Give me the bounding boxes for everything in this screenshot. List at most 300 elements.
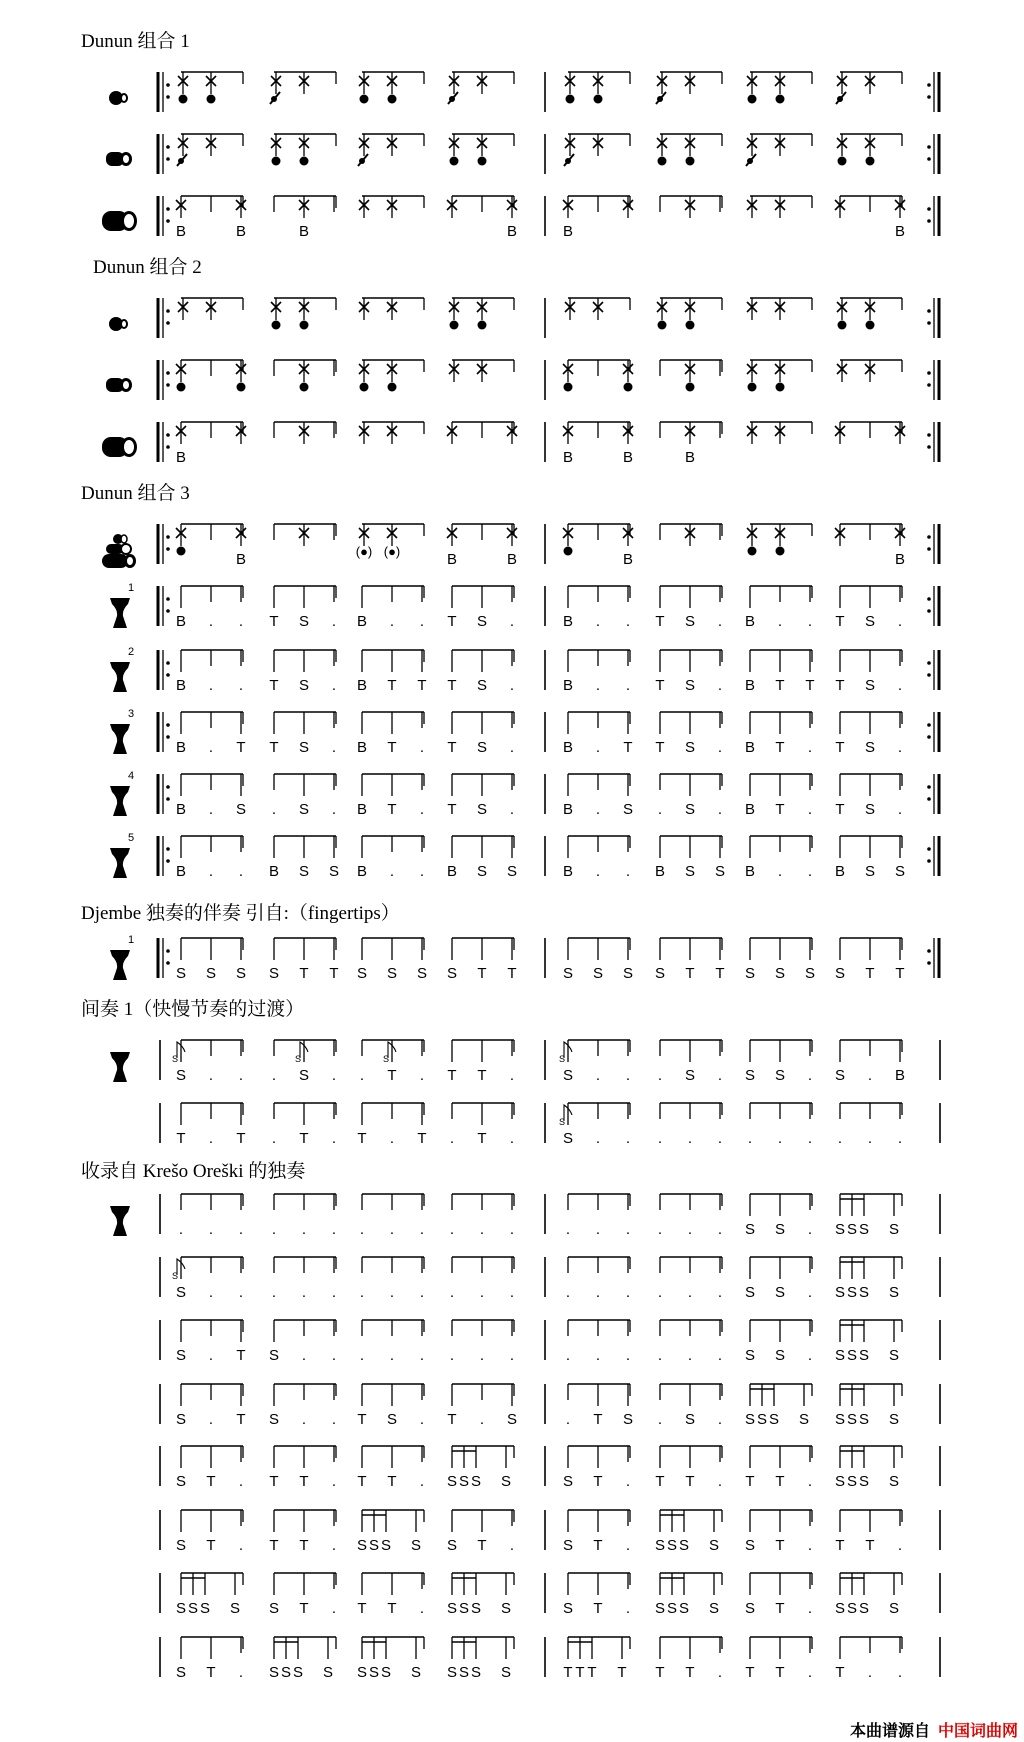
beat-group: [655, 650, 722, 694]
svg-text:.: .: [331, 1067, 337, 1084]
svg-text:T: T: [775, 1537, 785, 1554]
svg-text:T: T: [895, 965, 905, 982]
notation-row: [0, 1253, 1024, 1311]
svg-text:S: S: [834, 1067, 846, 1084]
beat-group: [747, 524, 812, 556]
section-title: Dunun 组合 1: [81, 31, 190, 52]
beat-group: [449, 360, 514, 382]
svg-text:.: .: [359, 1284, 365, 1301]
svg-text:B: B: [175, 677, 187, 694]
svg-text:T: T: [299, 1537, 309, 1554]
svg-text:S: S: [846, 1221, 858, 1238]
svg-text:S: S: [368, 1664, 380, 1681]
beat-group: [747, 298, 812, 320]
beat-group: [559, 1040, 630, 1084]
svg-text:T: T: [417, 1130, 427, 1147]
beat-group: [360, 1040, 424, 1084]
svg-text:S: S: [470, 1664, 482, 1681]
beat-group: [660, 524, 722, 546]
svg-text:S: S: [834, 1473, 846, 1490]
svg-text:T: T: [447, 1067, 457, 1084]
svg-text:S: S: [744, 1067, 756, 1084]
notation-row: [0, 1316, 1024, 1374]
beat-group: [563, 650, 630, 694]
notation-row: [0, 520, 1024, 578]
end-repeat-sign: [927, 938, 939, 978]
svg-text:S: S: [654, 1600, 666, 1617]
start-repeat-sign: [158, 650, 170, 690]
svg-text:S: S: [476, 677, 488, 694]
svg-text:T: T: [775, 1600, 785, 1617]
svg-text:T: T: [447, 801, 457, 818]
beat-group: [447, 1446, 514, 1490]
svg-text:.: .: [509, 1221, 515, 1238]
svg-text:.: .: [419, 1221, 425, 1238]
beat-group: [176, 1103, 245, 1147]
svg-text:S: S: [774, 1347, 786, 1364]
beat-group: [357, 836, 424, 880]
svg-text:S: S: [846, 1600, 858, 1617]
beat-group: [655, 1446, 722, 1490]
svg-text:S: S: [410, 1537, 422, 1554]
beat-group: [269, 1384, 336, 1428]
svg-text:T: T: [835, 801, 845, 818]
svg-text:.: .: [625, 1221, 631, 1238]
svg-text:.: .: [717, 1284, 723, 1301]
svg-text:.: .: [897, 1664, 903, 1681]
svg-text:T: T: [835, 613, 845, 630]
svg-text:S: S: [171, 1271, 179, 1281]
svg-text:.: .: [389, 613, 395, 630]
beat-group: [176, 1573, 243, 1617]
svg-text:S: S: [382, 1054, 390, 1064]
beat-group: [566, 1257, 630, 1301]
svg-text:T: T: [269, 1473, 279, 1490]
svg-text:.: .: [509, 677, 515, 694]
svg-text:.: .: [479, 1347, 485, 1364]
svg-text:S: S: [858, 1473, 870, 1490]
svg-text:S: S: [446, 1473, 458, 1490]
svg-text:T: T: [206, 1664, 216, 1681]
svg-text:T: T: [387, 1600, 397, 1617]
beat-group: [745, 1320, 812, 1364]
svg-text:.: .: [867, 1067, 873, 1084]
svg-text:B: B: [684, 449, 696, 466]
svg-text:B: B: [562, 739, 574, 756]
beat-group: [176, 836, 243, 880]
svg-text:S: S: [864, 613, 876, 630]
beat-group: [274, 360, 336, 392]
svg-text:T: T: [655, 1664, 665, 1681]
beat-group: [357, 1573, 424, 1617]
notation-row: [0, 1190, 1024, 1248]
beat-group: [176, 712, 246, 756]
svg-text:T: T: [357, 1600, 367, 1617]
svg-text:S: S: [592, 965, 604, 982]
svg-text:.: .: [625, 1473, 631, 1490]
svg-text:.: .: [238, 613, 244, 630]
beat-group: [269, 938, 339, 982]
svg-text:.: .: [657, 801, 663, 818]
svg-text:B: B: [744, 863, 756, 880]
svg-text:.: .: [717, 1664, 723, 1681]
beat-group: [176, 774, 246, 818]
svg-text:S: S: [622, 801, 634, 818]
svg-text:.: .: [238, 1664, 244, 1681]
svg-text:S: S: [678, 1600, 690, 1617]
svg-text:S: S: [187, 1600, 199, 1617]
beat-group: [657, 298, 722, 330]
notation-row: [0, 1036, 1024, 1094]
svg-text:.: .: [897, 739, 903, 756]
svg-text:.: .: [625, 677, 631, 694]
variation-number: 3: [128, 708, 135, 720]
svg-text:S: S: [558, 1054, 566, 1064]
beat-group: [745, 1194, 812, 1238]
svg-text:S: S: [858, 1411, 870, 1428]
svg-text:.: .: [331, 677, 337, 694]
beat-group: [448, 72, 514, 104]
svg-text:S: S: [368, 1537, 380, 1554]
beat-group: [269, 650, 336, 694]
section-title: Dunun 组合 2: [93, 257, 202, 278]
beat-group: [835, 836, 905, 880]
svg-text:B: B: [562, 801, 574, 818]
svg-text:.: .: [449, 1347, 455, 1364]
svg-text:S: S: [708, 1537, 720, 1554]
beat-group: [447, 422, 517, 444]
beat-group: [176, 196, 246, 240]
beat-group: [357, 712, 424, 756]
end-repeat-sign: [927, 196, 939, 236]
svg-text:.: .: [208, 1411, 214, 1428]
svg-text:S: S: [834, 965, 846, 982]
beat-group: [176, 938, 246, 982]
svg-text:.: .: [625, 1537, 631, 1554]
beat-group: [272, 774, 336, 818]
svg-text:.: .: [747, 1130, 753, 1147]
beat-group: [745, 836, 812, 880]
notation-row: [0, 708, 1024, 766]
svg-text:S: S: [558, 1117, 566, 1127]
svg-text:.: .: [807, 801, 813, 818]
svg-text:.: .: [419, 1347, 425, 1364]
beat-group: [357, 1510, 424, 1554]
svg-text:S: S: [894, 863, 906, 880]
variation-number: 5: [128, 832, 135, 844]
beat-group: [835, 1384, 902, 1428]
beat-group: [835, 196, 905, 240]
svg-text:.: .: [807, 739, 813, 756]
svg-text:T: T: [417, 677, 427, 694]
beat-group: [563, 422, 633, 466]
svg-text:.: .: [565, 1347, 571, 1364]
beat-group: [447, 712, 514, 756]
svg-text:S: S: [864, 677, 876, 694]
svg-text:T: T: [299, 1130, 309, 1147]
svg-text:.: .: [301, 1411, 307, 1428]
svg-text:S: S: [268, 1664, 280, 1681]
svg-text:S: S: [410, 1664, 422, 1681]
svg-text:.: .: [509, 1284, 515, 1301]
svg-text:T: T: [477, 1067, 487, 1084]
beat-group: [660, 196, 722, 218]
svg-text:S: S: [235, 965, 247, 982]
beat-group: [655, 1510, 722, 1554]
svg-text:S: S: [744, 1347, 756, 1364]
svg-text:T: T: [805, 677, 815, 694]
end-repeat-sign: [927, 774, 939, 814]
svg-text:.: .: [807, 1067, 813, 1084]
svg-text:S: S: [684, 739, 696, 756]
svg-text:S: S: [562, 965, 574, 982]
svg-text:.: .: [208, 1130, 214, 1147]
svg-text:.: .: [807, 1221, 813, 1238]
svg-text:S: S: [744, 1537, 756, 1554]
svg-text:S: S: [562, 1130, 574, 1147]
beat-group: [835, 712, 902, 756]
svg-text:.: .: [359, 1221, 365, 1238]
svg-text:.: .: [777, 613, 783, 630]
svg-text:.: .: [238, 1537, 244, 1554]
svg-text:S: S: [175, 1664, 187, 1681]
svg-text:S: S: [416, 965, 428, 982]
svg-text:B: B: [894, 551, 906, 568]
beat-group: [837, 298, 902, 330]
beat-group: [745, 1446, 812, 1490]
svg-text:S: S: [476, 801, 488, 818]
svg-text:.: .: [301, 1284, 307, 1301]
beat-group: [272, 1257, 336, 1301]
beat-group: [745, 650, 815, 694]
beat-group: [358, 134, 424, 166]
svg-text:T: T: [206, 1473, 216, 1490]
svg-text:.: .: [389, 1221, 395, 1238]
svg-text:T: T: [685, 1664, 695, 1681]
svg-text:(●): (●): [383, 544, 401, 559]
beat-group: [357, 1637, 424, 1681]
svg-text:.: .: [777, 1130, 783, 1147]
svg-text:B: B: [356, 739, 368, 756]
svg-text:.: .: [897, 1130, 903, 1147]
svg-text:T: T: [835, 739, 845, 756]
svg-text:.: .: [897, 613, 903, 630]
beat-group: [838, 1103, 902, 1147]
beat-group: [658, 1384, 722, 1428]
svg-text:T: T: [617, 1664, 627, 1681]
svg-text:S: S: [292, 1664, 304, 1681]
svg-text:T: T: [575, 1664, 585, 1681]
svg-text:T: T: [655, 739, 665, 756]
end-repeat-sign: [927, 134, 939, 174]
beat-group: [178, 298, 243, 320]
svg-text:.: .: [687, 1221, 693, 1238]
svg-text:.: .: [687, 1347, 693, 1364]
beat-group: [563, 360, 633, 392]
beat-group: [360, 1257, 424, 1301]
end-repeat-sign: [927, 836, 939, 876]
svg-text:S: S: [356, 1537, 368, 1554]
beat-group: [176, 524, 246, 568]
svg-text:S: S: [386, 1411, 398, 1428]
svg-text:.: .: [449, 1130, 455, 1147]
beat-group: [271, 298, 336, 330]
svg-text:S: S: [562, 1067, 574, 1084]
svg-text:T: T: [865, 1537, 875, 1554]
beat-group: [563, 836, 630, 880]
beat-group: [449, 298, 514, 330]
svg-text:T: T: [835, 1664, 845, 1681]
start-repeat-sign: [158, 836, 170, 876]
svg-text:B: B: [654, 863, 666, 880]
svg-text:S: S: [476, 863, 488, 880]
beat-group: [745, 1573, 812, 1617]
beat-group: [176, 422, 246, 466]
svg-text:.: .: [479, 1284, 485, 1301]
svg-text:T: T: [593, 1411, 603, 1428]
notation-row: [0, 1506, 1024, 1564]
beat-group: [563, 1573, 630, 1617]
svg-text:S: S: [500, 1664, 512, 1681]
svg-text:.: .: [238, 677, 244, 694]
svg-text:S: S: [446, 1600, 458, 1617]
beat-group: [272, 1103, 336, 1147]
svg-text:S: S: [888, 1284, 900, 1301]
svg-text:S: S: [678, 1537, 690, 1554]
svg-text:T: T: [387, 739, 397, 756]
start-repeat-sign: [158, 586, 170, 626]
svg-text:.: .: [301, 1221, 307, 1238]
svg-text:S: S: [500, 1600, 512, 1617]
svg-text:.: .: [807, 1130, 813, 1147]
svg-text:T: T: [685, 965, 695, 982]
svg-text:T: T: [655, 1473, 665, 1490]
beat-group: [359, 196, 424, 218]
beat-group: [176, 650, 243, 694]
svg-text:T: T: [357, 1130, 367, 1147]
variation-number: 1: [128, 934, 135, 946]
svg-text:S: S: [298, 739, 310, 756]
svg-text:.: .: [509, 739, 515, 756]
svg-text:.: .: [687, 1284, 693, 1301]
beat-group: [269, 1637, 336, 1681]
beat-group: [357, 1384, 424, 1428]
svg-text:.: .: [595, 863, 601, 880]
svg-text:S: S: [562, 1537, 574, 1554]
notation-row: [0, 1099, 1024, 1157]
svg-text:.: .: [331, 801, 337, 818]
beat-group: [563, 196, 633, 240]
svg-text:S: S: [562, 1600, 574, 1617]
beat-group: [746, 134, 812, 166]
svg-text:T: T: [269, 739, 279, 756]
beat-group: [745, 774, 812, 818]
beat-group: [835, 774, 902, 818]
beat-group: [178, 72, 243, 104]
svg-text:.: .: [625, 613, 631, 630]
svg-text:S: S: [888, 1600, 900, 1617]
svg-text:.: .: [717, 677, 723, 694]
svg-text:S: S: [666, 1537, 678, 1554]
beat-group: [835, 1040, 905, 1084]
notation-row: [0, 68, 1024, 126]
svg-text:.: .: [595, 1221, 601, 1238]
svg-text:.: .: [807, 1537, 813, 1554]
svg-text:S: S: [298, 1067, 310, 1084]
beat-group: [271, 134, 336, 166]
svg-text:S: S: [506, 1411, 518, 1428]
beat-group: [655, 586, 722, 630]
beat-group: [748, 1103, 812, 1147]
svg-text:T: T: [299, 1473, 309, 1490]
beat-group: [359, 422, 424, 444]
svg-text:S: S: [846, 1473, 858, 1490]
svg-text:.: .: [419, 613, 425, 630]
svg-text:.: .: [389, 863, 395, 880]
svg-text:S: S: [175, 1347, 187, 1364]
svg-text:T: T: [593, 1473, 603, 1490]
beat-group: [274, 524, 336, 546]
svg-text:.: .: [807, 1600, 813, 1617]
svg-text:.: .: [657, 1347, 663, 1364]
svg-text:S: S: [666, 1600, 678, 1617]
svg-text:T: T: [655, 677, 665, 694]
svg-text:.: .: [657, 1284, 663, 1301]
beat-group: [447, 836, 517, 880]
start-repeat-sign: [158, 712, 170, 752]
svg-text:.: .: [389, 1284, 395, 1301]
svg-text:T: T: [745, 1664, 755, 1681]
beat-group: [357, 1446, 424, 1490]
beat-group: [835, 524, 905, 568]
beat-group: [563, 774, 633, 818]
beat-group: [357, 650, 427, 694]
svg-text:.: .: [208, 613, 214, 630]
beat-group: [269, 1510, 336, 1554]
beat-group: [835, 586, 902, 630]
svg-text:B: B: [175, 449, 187, 466]
svg-text:B: B: [356, 801, 368, 818]
svg-text:T: T: [176, 1130, 186, 1147]
svg-text:S: S: [888, 1347, 900, 1364]
beat-group: [450, 1320, 514, 1364]
svg-text:.: .: [449, 1221, 455, 1238]
svg-text:.: .: [238, 1221, 244, 1238]
svg-text:.: .: [419, 1473, 425, 1490]
svg-text:S: S: [386, 965, 398, 982]
svg-text:S: S: [328, 863, 340, 880]
svg-text:T: T: [387, 801, 397, 818]
beat-group: [272, 1040, 336, 1084]
svg-text:S: S: [506, 863, 518, 880]
svg-text:S: S: [798, 1411, 810, 1428]
svg-text:T: T: [593, 1537, 603, 1554]
svg-text:S: S: [458, 1600, 470, 1617]
svg-text:S: S: [268, 1600, 280, 1617]
svg-text:.: .: [807, 1664, 813, 1681]
notation-row: [0, 130, 1024, 188]
start-repeat-sign: [158, 134, 170, 174]
beat-group: [360, 1194, 424, 1238]
svg-text:T: T: [775, 677, 785, 694]
beat-group: [447, 586, 514, 630]
svg-text:S: S: [858, 1347, 870, 1364]
svg-text:T: T: [236, 1130, 246, 1147]
beat-group: [565, 72, 630, 104]
notation-row: [0, 934, 1024, 992]
notation-row: [0, 1380, 1024, 1438]
svg-text:.: .: [509, 1130, 515, 1147]
